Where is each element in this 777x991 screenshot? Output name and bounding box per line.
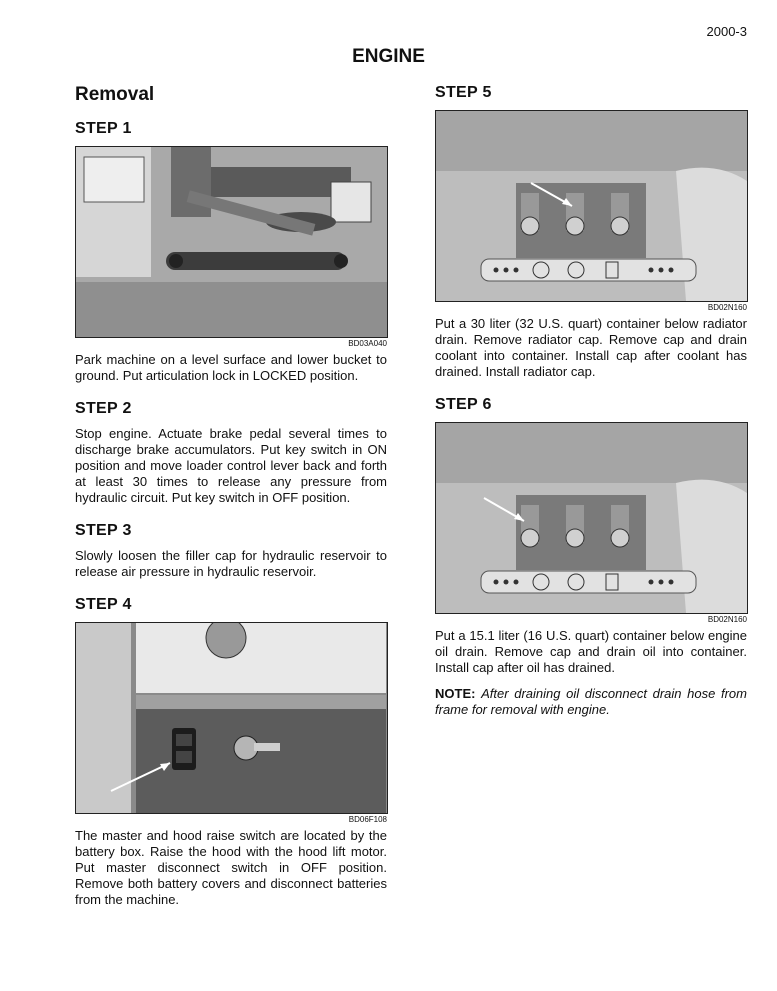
step-2-heading: STEP 2 [75, 400, 132, 417]
articulation-lock-photo [76, 147, 387, 337]
note-label: NOTE: [435, 686, 476, 701]
step-6-text: Put a 15.1 liter (16 U.S. quart) container below engine oil drain. Remove cap and drain oil into container. Install cap after oil has drained. [435, 628, 747, 675]
note [435, 686, 747, 718]
engine-oil-drain-photo [436, 423, 747, 613]
step-4-text: The master and hood raise switch are located by the battery box. Raise the hood with the hood lift motor. Put master disconnect switch in OFF position. Remove both battery covers and disconnect batteries from the machine. [75, 828, 387, 907]
step-6-heading: STEP 6 [435, 396, 492, 413]
note-text: After draining oil disconnect drain hose from frame for removal with engine. [435, 686, 747, 717]
right-column [435, 84, 747, 718]
step-4-heading: STEP 4 [75, 596, 132, 613]
step-6-figure-code: BD02N160 [707, 615, 747, 624]
radiator-drain-photo [436, 111, 747, 301]
step-1-heading: STEP 1 [75, 120, 132, 137]
battery-box-switch-photo [76, 623, 387, 813]
step-5-text: Put a 30 liter (32 U.S. quart) container below radiator drain. Remove radiator cap. Remove cap and drain coolant into container. Install cap after coolant has drained. Install radiator cap. [435, 316, 747, 379]
step-2-text: Stop engine. Actuate brake pedal several times to discharge brake accumulators. Put key switch in ON position and move loader control lever back and forth at least 30 times to release any pressure from hydraulic circuit. Put key switch in OFF position. [75, 426, 387, 505]
step-5-figure-code: BD02N160 [707, 303, 747, 312]
page-title: ENGINE [352, 46, 425, 67]
left-column [75, 84, 387, 908]
step-5-figure [435, 110, 748, 302]
step-1-figure [75, 146, 388, 338]
step-4-figure [75, 622, 388, 814]
step-6-figure [435, 422, 748, 614]
step-5-heading: STEP 5 [435, 84, 492, 101]
step-3-text: Slowly loosen the filler cap for hydraulic reservoir to release air pressure in hydraulic reservoir. [75, 548, 387, 579]
step-1-figure-code: BD03A040 [348, 339, 387, 348]
step-3-heading: STEP 3 [75, 522, 132, 539]
page-number: 2000-3 [706, 24, 747, 39]
step-4-figure-code: BD06F108 [348, 815, 387, 824]
section-heading: Removal [75, 84, 155, 105]
step-1-text: Park machine on a level surface and lower bucket to ground. Put articulation lock in LOCKED position. [75, 352, 387, 383]
